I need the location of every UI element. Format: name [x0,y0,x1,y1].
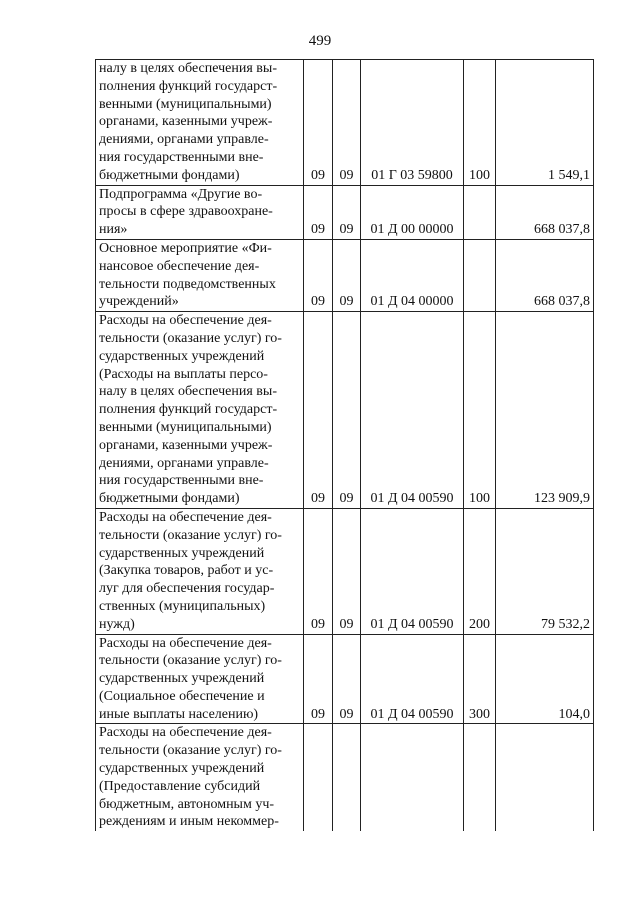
section-code: 09 [304,312,333,509]
page-number: 499 [308,33,332,49]
description-line: сударственных учреждений [99,545,265,561]
amount-value: 668 037,8 [496,185,594,239]
description-line: нансовое обеспечение дея- [99,258,260,274]
table-row [96,312,594,509]
target-article-code: 01 Д 00 00000 [361,185,464,239]
subsection-code: 09 [333,185,361,239]
section-code: 09 [304,634,333,724]
target-article-code: 01 Д 04 00000 [361,239,464,311]
target-article-code: 01 Г 03 59800 [361,60,464,186]
subsection-code: 09 [333,60,361,186]
section-code [304,724,333,832]
description-line: бюджетными фондами) [99,491,240,507]
row-description [96,239,304,311]
table-row [96,60,594,186]
description-line: дениями, органами управле- [99,455,269,471]
table-row [96,239,594,311]
target-article-code: 01 Д 04 00590 [361,508,464,634]
description-line: (Расходы на выплаты персо- [99,366,268,382]
description-line: нужд) [99,616,135,632]
amount-value [496,724,594,832]
description-line: (Закупка товаров, работ и ус- [99,563,274,579]
description-line: венными (муниципальными) [99,419,272,435]
amount-value: 104,0 [496,634,594,724]
description-line: органами, казенными учреж- [99,437,273,453]
target-article-code: 01 Д 04 00590 [361,312,464,509]
description-line: ния государственными вне- [99,149,264,165]
subsection-code: 09 [333,634,361,724]
expense-type-code: 300 [464,634,496,724]
subsection-code [333,724,361,832]
subsection-code: 09 [333,312,361,509]
description-line: (Предоставление субсидий [99,778,261,794]
description-line: венными (муниципальными) [99,96,272,112]
description-line: налу в целях обеспечения вы- [99,61,277,76]
expense-type-code: 100 [464,60,496,186]
amount-value: 79 532,2 [496,508,594,634]
description-line: просы в сфере здравоохране- [99,204,273,220]
description-line: Расходы на обеспечение дея- [99,725,272,741]
description-line: луг для обеспечения государ- [99,581,275,597]
target-article-code [361,724,464,832]
table-row [96,724,594,832]
description-line: ственных (муниципальных) [99,598,266,614]
row-description [96,185,304,239]
description-line: Расходы на обеспечение дея- [99,313,272,329]
description-line: полнения функций государст- [99,78,278,94]
budget-table [95,59,594,831]
amount-value: 1 549,1 [496,60,594,186]
row-description [96,312,304,509]
description-line: ния» [99,222,128,238]
description-line: Основное мероприятие «Фи- [99,240,272,256]
description-line: сударственных учреждений [99,348,265,364]
amount-value: 668 037,8 [496,239,594,311]
description-line: полнения функций государст- [99,402,278,418]
description-line: налу в целях обеспечения вы- [99,384,277,400]
description-line: (Социальное обеспечение и [99,688,265,704]
description-line: Подпрограмма «Другие во- [99,186,263,202]
target-article-code: 01 Д 04 00590 [361,634,464,724]
row-description [96,724,304,832]
amount-value: 123 909,9 [496,312,594,509]
budget-table-body [96,60,594,832]
table-row [96,508,594,634]
description-line: сударственных учреждений [99,671,265,687]
expense-type-code [464,239,496,311]
description-line: иные выплаты населению) [99,706,259,722]
expense-type-code [464,185,496,239]
description-line: Расходы на обеспечение дея- [99,509,272,525]
row-description [96,60,304,186]
description-line: тельности подведомственных [99,276,276,292]
description-line: бюджетным, автономным уч- [99,796,275,812]
description-line: тельности (оказание услуг) го- [99,653,282,669]
row-description [96,508,304,634]
expense-type-code [464,724,496,832]
expense-type-code: 100 [464,312,496,509]
description-line: бюджетными фондами) [99,167,240,183]
description-line: учреждений» [99,294,179,310]
table-row [96,185,594,239]
section-code: 09 [304,239,333,311]
description-line: сударственных учреждений [99,761,265,777]
description-line: тельности (оказание услуг) го- [99,527,282,543]
description-line: органами, казенными учреж- [99,114,273,130]
section-code: 09 [304,185,333,239]
subsection-code: 09 [333,508,361,634]
section-code: 09 [304,508,333,634]
subsection-code: 09 [333,239,361,311]
table-row [96,634,594,724]
expense-type-code: 200 [464,508,496,634]
description-line: тельности (оказание услуг) го- [99,330,282,346]
description-line: ния государственными вне- [99,473,264,489]
description-line: дениями, органами управле- [99,132,269,148]
description-line: тельности (оказание услуг) го- [99,743,282,759]
description-line: реждениям и иным некоммер- [99,814,279,830]
section-code: 09 [304,60,333,186]
description-line: Расходы на обеспечение дея- [99,635,272,651]
row-description [96,634,304,724]
